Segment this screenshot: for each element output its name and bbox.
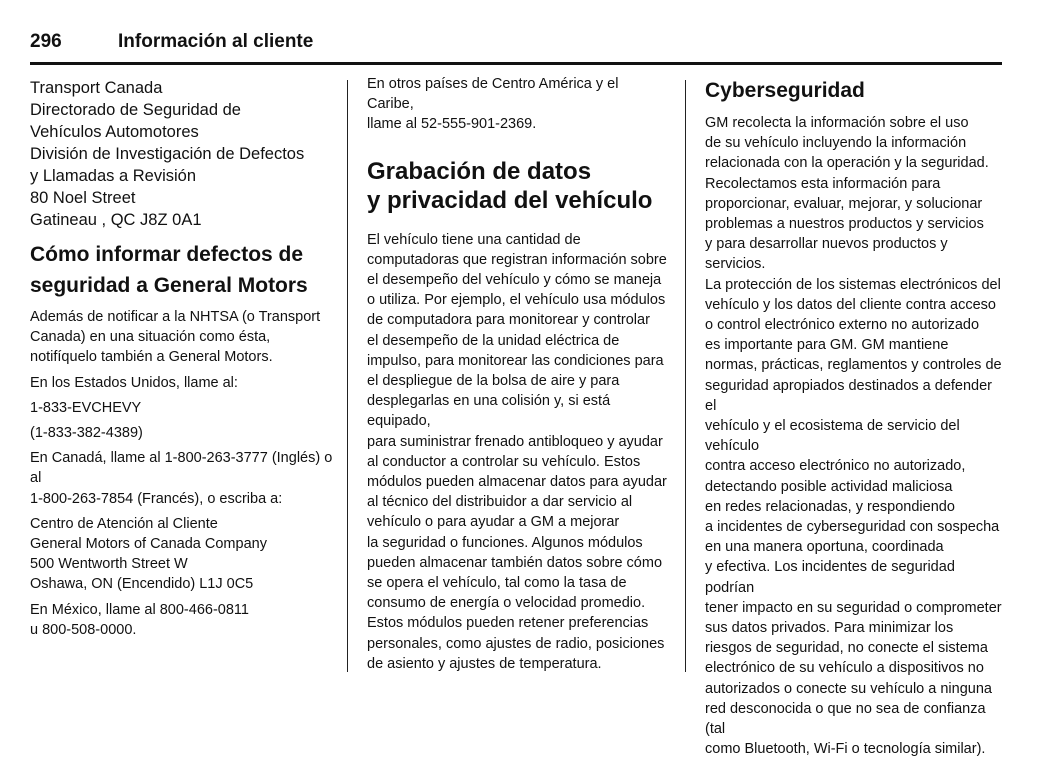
page-header: [30, 31, 1000, 65]
text-line: impulso, para monitorear las condiciones para: [367, 352, 664, 369]
text-line: Cómo informar defectos de: [30, 243, 304, 266]
column-divider-2: [685, 80, 686, 672]
text-line: El vehículo tiene una cantidad de: [367, 231, 581, 248]
us-phone-evchevy: 1-833-EVCHEVY: [30, 399, 142, 416]
text-line: Transport Canada: [30, 79, 163, 97]
text-line: pueden almacenar también datos sobre cómo: [367, 554, 663, 571]
text-line: proporcionar, evaluar, mejorar, y solucionar: [705, 195, 983, 212]
text-line: vehículo o para ayudar a GM a mejorar: [367, 514, 620, 531]
text-line: u 800-508-0000.: [30, 621, 137, 638]
text-line: Vehículos Automotores: [30, 123, 199, 141]
text-line: o utiliza. Por ejemplo, el vehículo usa módulos: [367, 292, 666, 309]
report-defects-heading: [30, 239, 342, 301]
text-line: el desempeño del vehículo y cómo se maneja: [367, 272, 662, 289]
column-right: [705, 74, 1005, 760]
text-line: detectando posible actividad maliciosa: [705, 478, 953, 495]
text-line: al conductor a controlar su vehículo. Estos: [367, 453, 641, 470]
text-line: autorizados o conecte su vehículo a ninguna: [705, 680, 992, 697]
column-middle: [367, 74, 667, 674]
text-line: Gatineau , QC J8Z 0A1: [30, 211, 202, 229]
section-title: Información al cliente: [118, 31, 314, 52]
text-line: notifíquelo también a General Motors.: [30, 349, 273, 366]
text-line: como Bluetooth, Wi-Fi o tecnología similar).: [705, 741, 986, 758]
gm-canada-address: [30, 514, 342, 595]
us-phone-number: (1-833-382-4389): [30, 425, 143, 442]
text-line: de computadora para monitorear y controlar: [367, 312, 650, 329]
text-line: y para desarrollar nuevos productos y servicios.: [705, 236, 948, 273]
text-line: y efectiva. Los incidentes de seguridad podrían: [705, 559, 955, 596]
text-line: Directorado de Seguridad de: [30, 101, 241, 119]
text-line: vehículo y los datos del cliente contra acceso: [705, 296, 996, 313]
text-line: Oshawa, ON (Encendido) L1J 0C5: [30, 576, 254, 593]
data-recording-heading: [367, 157, 667, 215]
text-line: problemas a nuestros productos y servicios: [705, 216, 984, 233]
text-line: para suministrar frenado antibloqueo y ayudar: [367, 433, 663, 450]
text-line: llame al 52-555-901-2369.: [367, 116, 537, 133]
text-line: 500 Wentworth Street W: [30, 556, 188, 573]
text-line: División de Investigación de Defectos: [30, 145, 305, 163]
text-line: o control electrónico externo no autorizado: [705, 317, 980, 334]
text-line: el desempeño de la unidad eléctrica de: [367, 332, 620, 349]
text-line: computadoras que registran información sobre: [367, 251, 667, 268]
notify-paragraph: [30, 307, 342, 368]
cybersecurity-heading: Cyberseguridad: [705, 79, 865, 102]
text-line: GM recolecta la información sobre el uso: [705, 115, 969, 131]
text-line: sus datos privados. Para minimizar los: [705, 620, 954, 637]
text-line: riesgos de seguridad, no conecte el sistema: [705, 640, 988, 657]
column-divider-1: [347, 80, 348, 672]
text-line: Grabación de datos: [367, 157, 592, 185]
text-line: de su vehículo incluyendo la información: [705, 135, 967, 152]
text-line: 1-800-263-7854 (Francés), o escriba a:: [30, 490, 283, 507]
text-line: seguridad apropiados destinados a defender el: [705, 377, 992, 414]
column-left: [30, 74, 342, 640]
canada-call-text: [30, 448, 342, 509]
text-line: normas, prácticas, reglamentos y controles de: [705, 357, 1002, 374]
text-line: Canada) en una situación como ésta,: [30, 329, 271, 346]
text-line: consumo de energía o velocidad promedio.: [367, 595, 646, 612]
text-line: vehículo y el ecosistema de servicio del vehículo: [705, 418, 960, 455]
transport-canada-address: [30, 77, 342, 231]
text-line: La protección de los sistemas electrónicos del: [705, 276, 1001, 293]
text-line: Estos módulos pueden retener preferencias: [367, 615, 649, 632]
text-line: desplegarlas en una colisión y, si está equipado,: [367, 393, 611, 430]
text-line: Además de notificar a la NHTSA (o Transport: [30, 309, 321, 325]
text-line: 80 Noel Street: [30, 189, 136, 207]
text-line: el despliegue de la bolsa de aire y para: [367, 373, 620, 390]
us-call-text: En los Estados Unidos, llame al:: [30, 374, 238, 391]
text-line: relacionada con la operación y la seguridad.: [705, 155, 989, 172]
text-line: red desconocida o que no sea de confianza (tal: [705, 700, 986, 738]
text-line: En otros países de Centro América y el Caribe,: [367, 76, 619, 113]
text-line: la seguridad o funciones. Algunos módulos: [367, 534, 643, 551]
text-line: En México, llame al 800-466-0811: [30, 601, 249, 618]
text-line: y privacidad del vehículo: [367, 186, 653, 214]
text-line: y Llamadas a Revisión: [30, 167, 196, 185]
text-line: Recolectamos esta información para: [705, 175, 941, 192]
text-line: General Motors of Canada Company: [30, 536, 267, 553]
text-line: es importante para GM. GM mantiene: [705, 337, 949, 354]
text-line: módulos pueden almacenar datos para ayudar: [367, 474, 667, 491]
text-line: tener impacto en su seguridad o comprometer: [705, 599, 1002, 616]
text-line: se opera el vehículo, tal como la tasa de: [367, 575, 627, 592]
mexico-call-text: [30, 600, 342, 640]
text-line: de asiento y ajustes de temperatura.: [367, 655, 602, 672]
text-line: contra acceso electrónico no autorizado,: [705, 458, 966, 475]
text-line: En Canadá, llame al 1-800-263-3777 (Inglés) o al: [30, 450, 333, 487]
cybersecurity-body: [705, 113, 1005, 760]
text-line: seguridad a General Motors: [30, 274, 308, 297]
other-countries-text: [367, 74, 667, 135]
text-line: personales, como ajustes de radio, posiciones: [367, 635, 665, 652]
text-line: en una manera oportuna, coordinada: [705, 539, 944, 556]
text-line: a incidentes de cyberseguridad con sospecha: [705, 519, 1000, 536]
text-line: Centro de Atención al Cliente: [30, 515, 218, 532]
text-line: al técnico del distribuidor a dar servicio al: [367, 494, 633, 511]
text-line: en redes relacionadas, y respondiendo: [705, 498, 955, 515]
data-recording-body: [367, 230, 667, 674]
page-number: 296: [30, 31, 62, 52]
header-rule: [30, 62, 1002, 65]
text-line: electrónico de su vehículo a dispositivos no: [705, 660, 984, 677]
